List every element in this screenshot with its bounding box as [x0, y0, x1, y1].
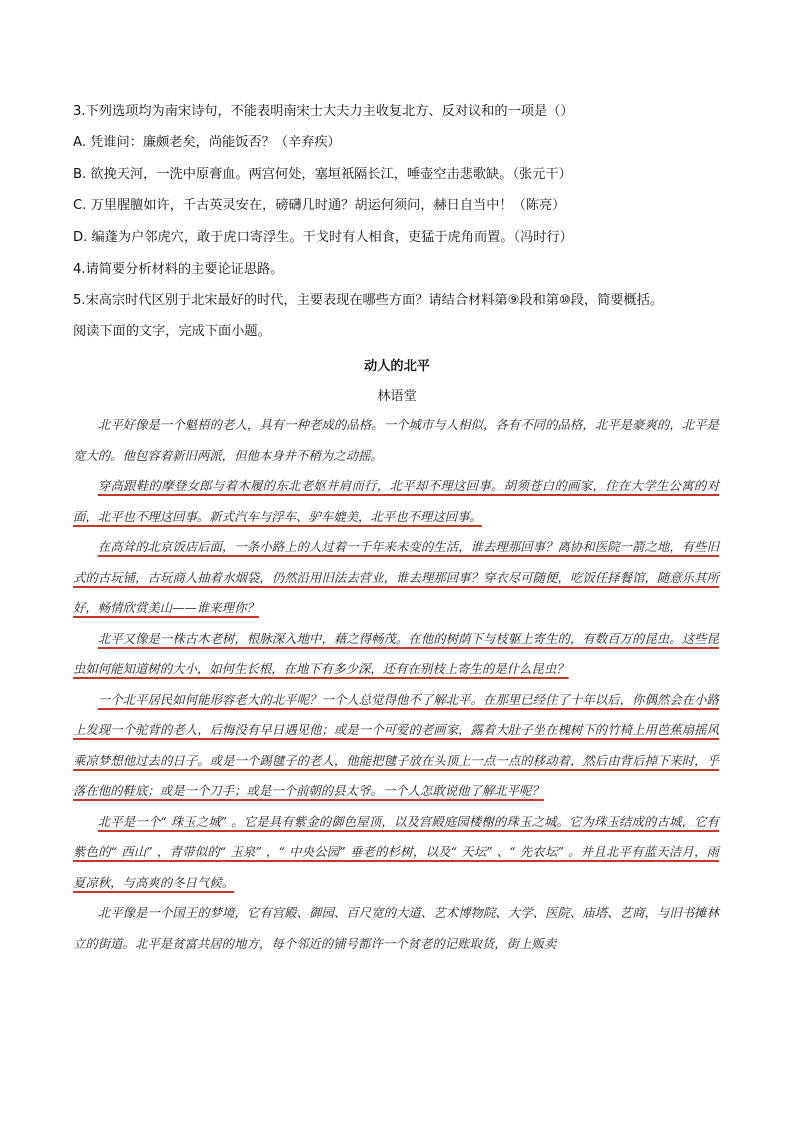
- paragraph-1: 北平好像是一个魁梧的老人，具有一种老成的品格。一个城市与人相似，各有不同的品格，北平是豪爽的，北平是宽大的。他包容着新旧两派，但他本身并不稍为之动摇。: [73, 417, 719, 463]
- paragraph-2: 穿高跟鞋的摩登女郎与着木履的东北老妪并肩而行，北平却不理这回事。胡须苍白的画家，住在大学生公寓的对面，北平也不理这回事。新式汽车与浮车、驴车媲美，北平也不理这回事。: [73, 478, 719, 524]
- question-4: 4.请简要分析材料的主要论证思路。: [73, 262, 284, 277]
- question-5: 5.宋高宗时代区别于北宋最好的时代，主要表现在哪些方面？请结合材料第⑨段和第⑩段，简要概括。: [73, 293, 664, 308]
- paragraph-4: 北平又像是一株古木老树，根脉深入地中，藉之得畅茂。在他的树荫下与枝躯上寄生的，有数百万的昆虫。这些昆虫如何能知道树的大小，如何生长根，在地下有多少深，还有在别枝上寄生的是什么昆虫？: [73, 630, 719, 676]
- paragraph-6: 北平是一个“ 珠玉之城” 。它是具有紫金的御色屋顶，以及宫殿庭园楼榭的珠玉之城。它为珠玉结成的古城，它有紫色的“ 西山” ，青带似的“ 玉泉” ，“ 中央公园” 垂老的杉树，以及“ 天坛” 、“ 先农坛” 。并且北平有蓝天洁月，雨夏凉秋，与高爽的冬日气候。: [73, 813, 719, 890]
- option-b: B. 欲挽天河，一洗中原膏血。两宫何处，塞垣祇隔长江，唾壶空击悲歌缺。（张元干）: [73, 167, 572, 182]
- option-a: A. 凭谁问：廉颇老矣，尚能饭否？（辛弃疾）: [73, 135, 341, 150]
- article-author: 林语堂: [377, 389, 417, 404]
- option-d: D. 编蓬为户邻虎穴，敢于虎口寄浮生。干戈时有人相食，吏猛于虎角而置。（冯时行）: [73, 230, 573, 245]
- reading-instruction: 阅读下面的文字，完成下面小题。: [73, 324, 271, 339]
- paragraph-7: 北平像是一个国王的梦境，它有宫殿、御园、百尺宽的大道、艺术博物院、大学、医院、庙塔、艺商，与旧书摊林立的街道。北平是贫富共居的地方，每个邻近的铺号都许一个贫老的记账取货，街上贩卖: [73, 905, 719, 951]
- article-body: [73, 410, 719, 959]
- paragraph-3: 在高耸的北京饭店后面，一条小路上的人过着一千年来未变的生活，谁去理那回事？离协和医院一箭之地，有些旧式的古玩铺，古玩商人抽着水烟袋，仍然沿用旧法去营业，谁去理那回事？穿衣尽可随便，吃饭任择餐馆，随意乐其所好，畅情欣赏美山——谁来理你？: [73, 539, 719, 615]
- option-c: C. 万里腥膻如许，千古英灵安在，磅礴几时通？胡运何须问，赫日自当中！（陈亮）: [73, 198, 566, 213]
- article-title: 动人的北平: [364, 359, 430, 374]
- question-3: 3.下列选项均为南宋诗句，不能表明南宋士大夫力主收复北方、反对议和的一项是（）: [73, 104, 574, 119]
- paragraph-5: 一个北平居民如何能形容老大的北平呢？一个人总觉得他不了解北平。在那里已经住了十年以后，你偶然会在小路上发现一个驼背的老人，后悔没有早日遇见他；或是一个可爱的老画家，露着大肚子坐在槐树下的竹椅上用芭蕉扇摇风乘凉梦想他过去的日子。或是一个踢毽子的老人，他能把毽子放在头顶上一点一点的移动着，然后由背后掉下来时，乎落在他的鞋底；或是一个刀手；或是一个前朝的县太爷。一个人怎敢说他了解北平呢？: [73, 691, 719, 798]
